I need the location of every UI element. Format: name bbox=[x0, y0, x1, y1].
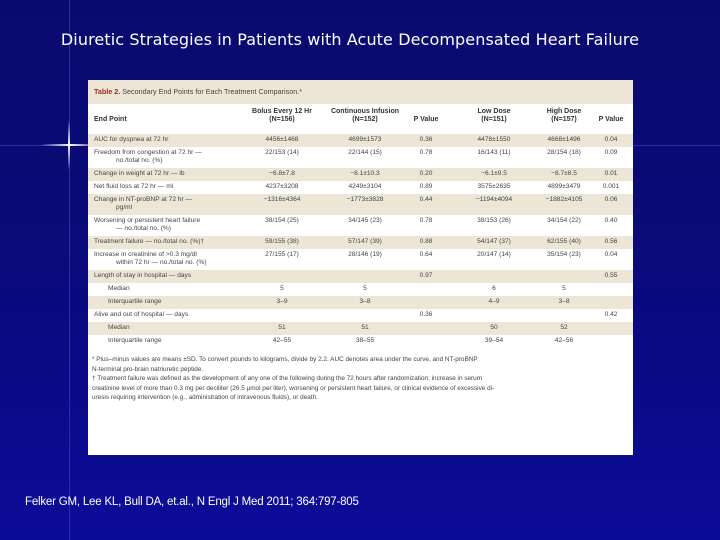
row-value: 34/154 (22) bbox=[547, 217, 581, 224]
column-header-label: P Value bbox=[413, 116, 439, 123]
row-value: −8.1±10.3 bbox=[350, 170, 380, 177]
row-label bbox=[108, 285, 130, 293]
column-header-n: (N=157) bbox=[551, 116, 577, 123]
column-header-label: P Value bbox=[598, 116, 624, 123]
row-label-line: Increase in creatinine of >0.3 mg/dl bbox=[94, 251, 197, 258]
row-value: 27/155 (17) bbox=[265, 251, 299, 258]
table-row bbox=[88, 181, 633, 194]
table-row bbox=[88, 296, 633, 309]
row-label bbox=[108, 298, 162, 306]
row-value: 0.97 bbox=[419, 272, 433, 279]
row-value: 22/144 (15) bbox=[348, 149, 382, 156]
row-label-line: Alive and out of hospital — days bbox=[94, 311, 189, 318]
row-value: 0.40 bbox=[604, 217, 618, 224]
row-value: 4478±1550 bbox=[477, 136, 511, 143]
sparkle-vertical bbox=[68, 120, 70, 170]
row-value: 0.89 bbox=[419, 183, 433, 190]
row-label bbox=[94, 238, 204, 246]
footnote-line: N-terminal pro-brain natriuretic peptide. bbox=[92, 365, 204, 373]
row-value: −1194±4094 bbox=[475, 196, 513, 203]
table-row bbox=[88, 309, 633, 322]
column-header-n: (N=156) bbox=[269, 116, 295, 123]
row-value: 0.78 bbox=[419, 149, 433, 156]
row-value: 42–56 bbox=[554, 337, 574, 344]
row-value: 6 bbox=[492, 285, 496, 292]
row-value: −1316±4364 bbox=[263, 196, 301, 203]
footnote-line: † Treatment failure was defined as the development of any one of the following during the 72 hours after randomization: increase in serum bbox=[92, 375, 483, 382]
row-value: 0.20 bbox=[419, 170, 433, 177]
row-label-line: Change in weight at 72 hr — lb bbox=[94, 170, 185, 177]
table-row bbox=[88, 147, 633, 168]
row-value: 0.64 bbox=[419, 251, 433, 258]
row-value: 4668±1496 bbox=[547, 136, 581, 143]
row-label bbox=[94, 311, 188, 319]
row-value: 0.56 bbox=[604, 238, 618, 245]
row-value: 0.04 bbox=[604, 136, 618, 143]
row-value: 4699±1573 bbox=[348, 136, 382, 143]
column-header-label: End Point bbox=[94, 116, 127, 123]
column-header bbox=[462, 108, 526, 130]
row-value: 4456±1468 bbox=[265, 136, 299, 143]
row-label bbox=[94, 183, 173, 191]
row-value: 38–55 bbox=[355, 337, 375, 344]
row-value: 3–9 bbox=[276, 298, 288, 305]
column-header-n: (N=152) bbox=[352, 116, 378, 123]
row-value: −1773±3828 bbox=[346, 196, 384, 203]
row-value: 42–55 bbox=[272, 337, 292, 344]
row-value: 50 bbox=[490, 324, 498, 331]
table-image bbox=[88, 80, 633, 455]
row-label-line: Median bbox=[108, 285, 130, 292]
table-caption bbox=[94, 87, 302, 96]
table-row bbox=[88, 168, 633, 181]
row-label bbox=[94, 217, 200, 233]
row-value: 39–54 bbox=[484, 337, 504, 344]
row-value: 57/147 (39) bbox=[348, 238, 382, 245]
row-value: 16/143 (11) bbox=[477, 149, 511, 156]
row-value: 0.44 bbox=[419, 196, 433, 203]
row-value: 0.36 bbox=[419, 311, 433, 318]
row-value: 0.88 bbox=[419, 238, 433, 245]
row-value: 52 bbox=[560, 324, 568, 331]
row-value: −8.7±8.5 bbox=[551, 170, 577, 177]
row-value: 51 bbox=[278, 324, 286, 331]
column-header bbox=[326, 108, 404, 130]
row-value: 20/147 (14) bbox=[477, 251, 511, 258]
column-header bbox=[406, 108, 446, 130]
row-value: 0.01 bbox=[604, 170, 618, 177]
table-caption-text: Secondary End Points for Each Treatment Comparison.* bbox=[122, 87, 303, 96]
row-label-line: Median bbox=[108, 324, 130, 331]
row-value: 4899±3479 bbox=[547, 183, 581, 190]
row-value: 28/154 (18) bbox=[547, 149, 581, 156]
row-label-line: no./total no. (%) bbox=[116, 157, 163, 164]
table-row bbox=[88, 194, 633, 215]
row-value: 4237±3208 bbox=[265, 183, 299, 190]
row-label bbox=[94, 272, 191, 280]
table-caption-bar bbox=[88, 80, 633, 104]
row-value: 51 bbox=[361, 324, 369, 331]
footnote-line: creatinine level of more than 0.3 mg per deciliter (26.5 μmol per liter), worsening or persistent heart failure, or clinical evidence of excessive di- bbox=[92, 384, 495, 392]
row-label-line: within 72 hr — no./total no. (%) bbox=[116, 259, 207, 266]
row-value: 28/146 (19) bbox=[348, 251, 382, 258]
column-header-label: High Dose bbox=[546, 108, 582, 115]
table-row bbox=[88, 215, 633, 236]
row-value: 4–9 bbox=[488, 298, 500, 305]
row-label bbox=[94, 251, 207, 267]
row-value: −6.1±9.5 bbox=[481, 170, 507, 177]
column-header bbox=[94, 108, 244, 130]
row-label-line: Net fluid loss at 72 hr — ml bbox=[94, 183, 174, 190]
column-header bbox=[248, 108, 316, 130]
row-value: −6.8±7.8 bbox=[269, 170, 295, 177]
table-row bbox=[88, 335, 633, 348]
table-row bbox=[88, 270, 633, 283]
table-row bbox=[88, 236, 633, 249]
row-value: 0.36 bbox=[419, 136, 433, 143]
row-label bbox=[108, 337, 162, 345]
row-label-line: Freedom from congestion at 72 hr — bbox=[94, 149, 202, 156]
row-value: 38/153 (26) bbox=[477, 217, 511, 224]
row-label-line: AUC for dyspnea at 72 hr bbox=[94, 136, 169, 143]
row-value: 5 bbox=[280, 285, 284, 292]
table-row bbox=[88, 283, 633, 296]
row-value: 3–8 bbox=[558, 298, 570, 305]
row-label bbox=[94, 136, 168, 144]
row-value: 54/147 (37) bbox=[477, 238, 511, 245]
row-value: 0.06 bbox=[604, 196, 618, 203]
row-label bbox=[108, 324, 130, 332]
row-value: 0.04 bbox=[604, 251, 618, 258]
row-value: 4249±3104 bbox=[348, 183, 382, 190]
row-label-line: Worsening or persistent heart failure bbox=[94, 217, 201, 224]
slide-title: Diuretic Strategies in Patients with Acute Decompensated Heart Failure bbox=[60, 30, 640, 49]
row-label bbox=[94, 149, 202, 165]
row-value: 38/154 (25) bbox=[265, 217, 299, 224]
row-label-line: — no./total no. (%) bbox=[116, 225, 171, 232]
column-header-n: (N=151) bbox=[481, 116, 507, 123]
table-row bbox=[88, 322, 633, 335]
row-label-line: pg/ml bbox=[116, 204, 133, 211]
row-label-line: Length of stay in hospital — days bbox=[94, 272, 192, 279]
row-value: 0.55 bbox=[604, 272, 618, 279]
row-value: 35/154 (23) bbox=[547, 251, 581, 258]
decorative-vertical-line bbox=[69, 0, 70, 540]
row-value: 0.42 bbox=[604, 311, 618, 318]
row-value: 22/153 (14) bbox=[265, 149, 299, 156]
column-header bbox=[594, 108, 628, 130]
column-header-label: Continuous Infusion bbox=[330, 108, 400, 115]
row-label bbox=[94, 196, 192, 212]
row-value: 0.09 bbox=[604, 149, 618, 156]
row-value: 3–8 bbox=[359, 298, 371, 305]
citation: Felker GM, Lee KL, Bull DA, et.al., N Engl J Med 2011; 364:797-805 bbox=[25, 496, 359, 508]
footnote-line: * Plus–minus values are means ±SD. To convert pounds to kilograms, divide by 2.2. AUC denotes area under the curve, and NT-proBNP bbox=[92, 356, 478, 363]
table-row bbox=[88, 134, 633, 147]
row-value: 62/155 (40) bbox=[547, 238, 581, 245]
row-label-line: Interquartile range bbox=[108, 337, 162, 344]
row-value: 0.78 bbox=[419, 217, 433, 224]
column-header bbox=[536, 108, 592, 130]
row-value: 59/155 (38) bbox=[265, 238, 299, 245]
column-header-label: Bolus Every 12 Hr bbox=[252, 108, 312, 115]
table-caption-number: Table 2. bbox=[94, 87, 121, 96]
table-row bbox=[88, 249, 633, 270]
table-footnotes bbox=[88, 352, 633, 455]
row-value: 5 bbox=[363, 285, 367, 292]
row-label-line: Interquartile range bbox=[108, 298, 162, 305]
row-label-line: Change in NT-proBNP at 72 hr — bbox=[94, 196, 193, 203]
row-label-line: Treatment failure — no./total no. (%)† bbox=[94, 238, 205, 245]
row-value: 5 bbox=[562, 285, 566, 292]
column-header-label: Low Dose bbox=[477, 108, 511, 115]
row-value: −1882±4105 bbox=[545, 196, 583, 203]
row-value: 0.001 bbox=[602, 183, 620, 190]
row-value: 3575±2635 bbox=[477, 183, 511, 190]
row-value: 34/145 (23) bbox=[348, 217, 382, 224]
footnote-line: uresis requiring intervention (e.g., administration of intravenous fluids), or death. bbox=[92, 394, 318, 401]
row-label bbox=[94, 170, 185, 178]
